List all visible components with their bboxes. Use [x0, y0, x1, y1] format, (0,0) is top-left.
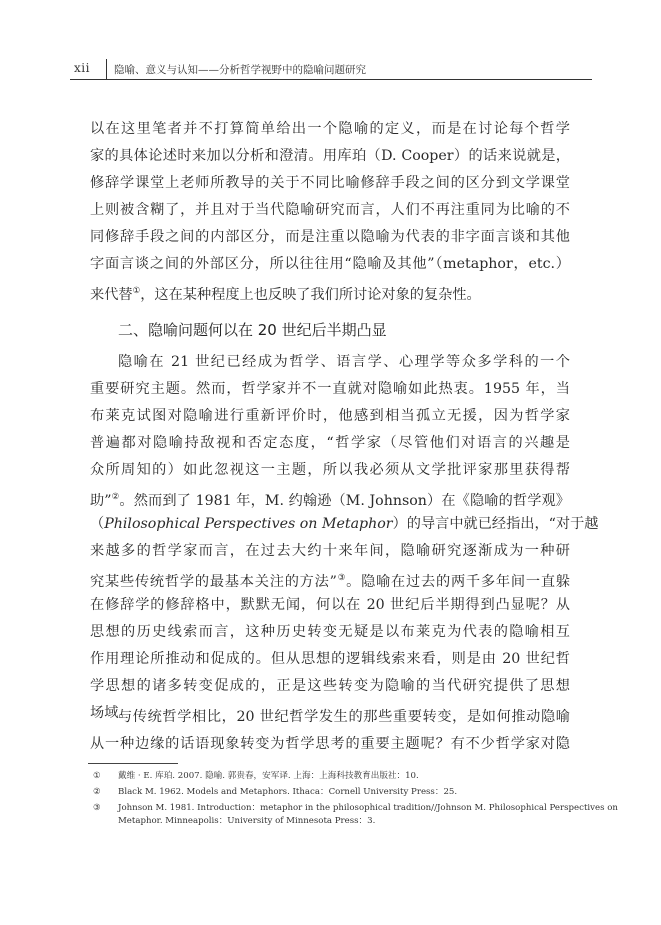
footnote-ref[interactable]: ①: [132, 286, 141, 296]
body-line: 隐喻在 21 世纪已经成为哲学、语言学、心理学等众多学科的一个: [118, 354, 570, 370]
body-line: 场域。: [90, 705, 133, 721]
body-line: 在修辞学的修辞格中，默默无闻，何以在 20 世纪后半期得到凸显呢？从: [90, 597, 570, 613]
body-line: 重要研究主题。然而，哲学家并不一直就对隐喻如此热衷。1955 年，当: [90, 381, 570, 397]
body-line: 来代替①，这在某种程度上也反映了我们所讨论对象的复杂性。: [90, 286, 481, 303]
body-line: 众所周知的）如此忽视这一主题，所以我必须从文学批评家那里获得帮: [90, 462, 570, 478]
body-line: 学思想的诸多转变促成的，正是这些转变为隐喻的当代研究提供了思想: [90, 678, 570, 694]
body-line: 助”②。然而到了 1981 年，M. 约翰逊（M. Johnson）在《隐喻的哲学观》: [90, 492, 570, 509]
footnote-rule: [88, 763, 178, 764]
body-line: 来越多的哲学家而言，在过去大约十来年间，隐喻研究逐渐成为一种研: [90, 543, 570, 559]
footnote-number: ②: [93, 787, 101, 797]
footnote-number: ③: [93, 803, 101, 813]
page-number: xii: [74, 61, 90, 75]
body-line: 以在这里笔者并不打算简单给出一个隐喻的定义，而是在讨论每个哲学: [90, 121, 570, 137]
body-line: （Philosophical Perspectives on Metaphor）的导言中就已经指出，“对于越: [90, 516, 599, 532]
body-line: 究某些传统哲学的最基本关注的方法”③。隐喻在过去的两千多年间一直躲: [90, 573, 570, 590]
body-line: 修辞学课堂上老师所教导的关于不同比喻修辞手段之间的区分到文学课堂: [90, 175, 570, 191]
running-title: 隐喻、意义与认知——分析哲学视野中的隐喻问题研究: [114, 64, 366, 76]
body-line: 字面言谈之间的外部区分，所以往往用“隐喻及其他”（metaphor，etc.）: [90, 256, 570, 272]
body-line: 作用理论所推动和促成的。但从思想的逻辑线索来看，则是由 20 世纪哲: [90, 651, 570, 667]
footnote-text: Metaphor. Minneapolis：University of Minnesota Press：3.: [118, 816, 376, 826]
body-line: 同修辞手段之间的内部区分，而是注重以隐喻为代表的非字面言谈和其他: [90, 229, 570, 245]
header-rule: [70, 79, 592, 80]
section-heading: 二、隐喻问题何以在 20 世纪后半期凸显: [118, 321, 387, 339]
footnote-text: Black M. 1962. Models and Metaphors. Ithaca：Cornell University Press：25.: [118, 787, 458, 797]
body-line: 家的具体论述时来加以分析和澄清。用库珀（D. Cooper）的话来说就是，: [90, 148, 570, 164]
body-line: 思想的历史线索而言，这种历史转变无疑是以布莱克为代表的隐喻相互: [90, 624, 570, 640]
header-divider: [106, 59, 107, 79]
footnote-ref[interactable]: ②: [111, 492, 120, 502]
running-header: [70, 59, 592, 79]
body-line: 布莱克试图对隐喻进行重新评价时，他感到相当孤立无援，因为哲学家: [90, 408, 570, 424]
body-line: 普遍都对隐喻持敌视和否定态度，“哲学家（尽管他们对语言的兴趣是: [90, 435, 570, 451]
book-title-italic: Philosophical Perspectives on Metaphor: [104, 516, 393, 532]
footnote-text: Johnson M. 1981. Introduction：metaphor in the philosophical tradition//Johnson M. Philosophical Perspectives on: [118, 803, 618, 813]
body-line: 上则被含糊了，并且对于当代隐喻研究而言，人们不再注重同为比喻的不: [90, 202, 570, 218]
footnote-number: ①: [93, 771, 101, 781]
footnote-ref[interactable]: ③: [336, 573, 347, 583]
footnote-text: 戴维 · E. 库珀. 2007. 隐喻. 郭贵春，安军译. 上海：上海科技教育出版社：10.: [118, 771, 419, 781]
body-line: 与传统哲学相比，20 世纪哲学发生的那些重要转变，是如何推动隐喻: [118, 709, 570, 725]
body-line: 从一种边缘的话语现象转变为哲学思考的重要主题呢？有不少哲学家对隐: [90, 736, 570, 752]
